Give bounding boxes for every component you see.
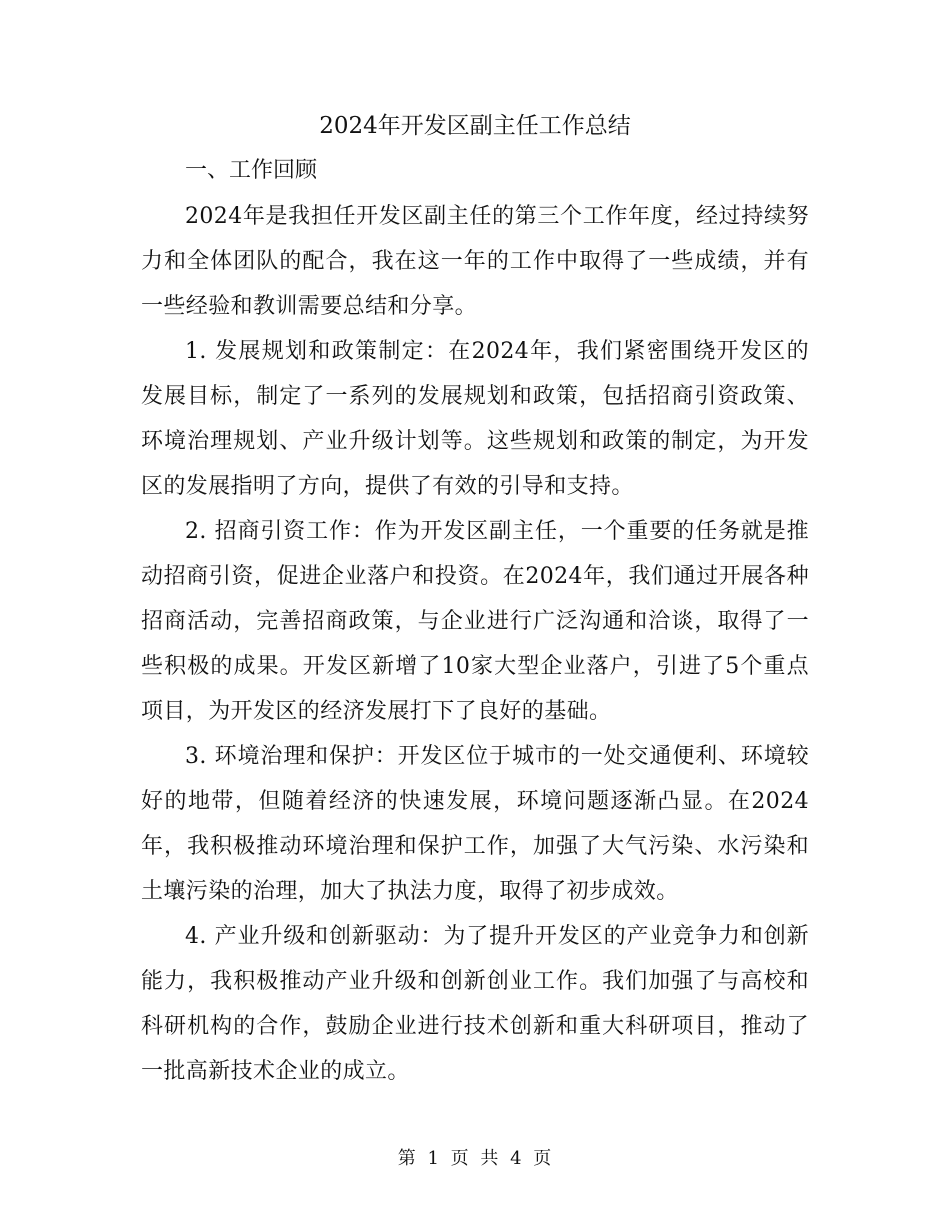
- paragraph-item-3: 3. 环境治理和保护：开发区位于城市的一处交通便利、环境较好的地带，但随着经济的快速发展，环境问题逐渐凸显。在2024年，我积极推动环境治理和保护工作，加强了大气污染、水污染和土壤污染的治理，加大了执法力度，取得了初步成效。: [141, 744, 809, 904]
- paragraph-item-1: 1. 发展规划和政策制定：在2024年，我们紧密围绕开发区的发展目标，制定了一系列的发展规划和政策，包括招商引资政策、环境治理规划、产业升级计划等。这些规划和政策的制定，为开发区的发展指明了方向，提供了有效的引导和支持。: [141, 339, 809, 499]
- page-number-footer: 第 1 页 共 4 页: [397, 1148, 553, 1169]
- document-body: [141, 104, 809, 1094]
- paragraph-intro: 2024年是我担任开发区副主任的第三个工作年度，经过持续努力和全体团队的配合，我在这一年的工作中取得了一些成绩，并有一些经验和教训需要总结和分享。: [141, 204, 809, 319]
- paragraph-item-4: 4. 产业升级和创新驱动：为了提升开发区的产业竞争力和创新能力，我积极推动产业升级和创新创业工作。我们加强了与高校和科研机构的合作，鼓励企业进行技术创新和重大科研项目，推动了一批高新技术企业的成立。: [141, 924, 809, 1084]
- document-title: 2024年开发区副主任工作总结: [319, 113, 631, 139]
- paragraph-item-2: 2. 招商引资工作：作为开发区副主任，一个重要的任务就是推动招商引资，促进企业落户和投资。在2024年，我们通过开展各种招商活动，完善招商政策，与企业进行广泛沟通和洽谈，取得了一些积极的成果。开发区新增了10家大型企业落户，引进了5个重点项目，为开发区的经济发展打下了良好的基础。: [141, 519, 809, 724]
- section-heading: 一、工作回顾: [185, 158, 318, 183]
